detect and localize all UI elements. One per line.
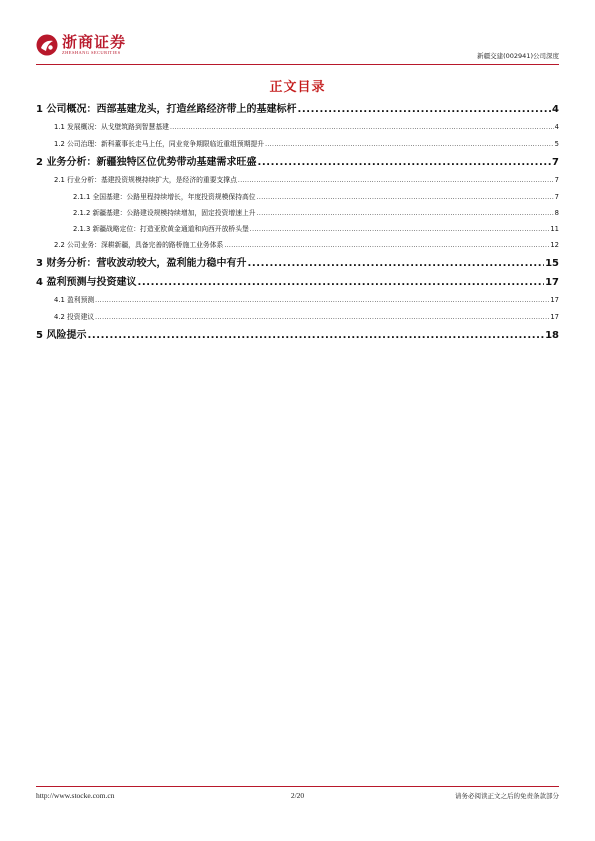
- toc-entry-page: 17: [550, 313, 559, 321]
- toc-entry[interactable]: [36, 292, 559, 309]
- toc-leader-dots: [257, 154, 551, 172]
- toc-leader-dots: [250, 221, 550, 238]
- toc-entry-text: 1.2 公司治理：新科董事长走马上任，同业竞争期限临近重组预期提升: [54, 140, 265, 148]
- toc-leader-dots: [297, 101, 551, 119]
- toc-entry-text: 1.1 发展概况：从戈壁筑路到智慧基建: [54, 123, 169, 131]
- toc-entry[interactable]: [36, 237, 559, 254]
- toc-entry[interactable]: [36, 189, 559, 205]
- footer-divider: [36, 786, 559, 787]
- toc-leader-dots: [238, 172, 554, 189]
- toc-entry[interactable]: [36, 119, 559, 136]
- toc-entry[interactable]: [36, 136, 559, 153]
- toc-entry-page: 7: [554, 193, 559, 201]
- toc-entry-text: 4.1 盈利预测: [54, 296, 95, 304]
- toc-leader-dots: [247, 255, 544, 273]
- toc-title: 正文目录: [269, 80, 326, 95]
- company-logo: [36, 34, 126, 56]
- toc-entry[interactable]: [36, 154, 559, 172]
- toc-entry-page: 4: [552, 104, 559, 115]
- toc-entry-text: 5 风险提示: [36, 330, 87, 341]
- toc-entry-page: 8: [554, 209, 559, 217]
- toc-entry-page: 18: [545, 330, 559, 341]
- toc-entry-text: 3 财务分析：营收波动较大，盈利能力稳中有升: [36, 258, 247, 269]
- toc-entry-text: 4.2 投资建议: [54, 313, 95, 321]
- toc-entry[interactable]: [36, 255, 559, 273]
- report-title: 新疆交建(002941)公司深度: [477, 52, 559, 60]
- toc-entry[interactable]: [36, 205, 559, 221]
- toc-entry-text: 2.1 行业分析：基建投资规模持续扩大，是经济的重要支撑点: [54, 176, 237, 184]
- zheshang-logo-icon: [36, 34, 58, 56]
- toc-entry-page: 12: [550, 241, 559, 249]
- toc-entry-text: 2 业务分析：新疆独特区位优势带动基建需求旺盛: [36, 157, 257, 168]
- toc-leader-dots: [257, 205, 554, 222]
- toc-leader-dots: [95, 309, 549, 326]
- toc-leader-dots: [137, 274, 544, 292]
- toc-entry[interactable]: [36, 274, 559, 292]
- toc-entry[interactable]: [36, 101, 559, 119]
- toc-entry-text: 2.2 公司业务：深耕新疆，具备完善的路桥施工业务体系: [54, 241, 224, 249]
- toc-leader-dots: [257, 189, 554, 206]
- page-footer: [36, 786, 559, 802]
- logo-chinese-name: 浙商证券: [62, 33, 127, 51]
- toc-entry-text: 4 盈利预测与投资建议: [36, 277, 137, 288]
- toc-entry-page: 17: [550, 296, 559, 304]
- toc-leader-dots: [265, 136, 554, 153]
- logo-english-name: ZHESHANG SECURITIES: [62, 50, 121, 55]
- toc-entry-page: 11: [550, 225, 559, 233]
- table-of-contents: [36, 100, 559, 345]
- toc-leader-dots: [87, 327, 544, 345]
- footer-disclaimer: 请务必阅读正文之后的免责条款部分: [455, 792, 559, 800]
- toc-entry[interactable]: [36, 309, 559, 326]
- header-divider: [36, 64, 559, 65]
- toc-leader-dots: [224, 237, 549, 254]
- toc-leader-dots: [170, 119, 554, 136]
- toc-entry[interactable]: [36, 221, 559, 237]
- page-header: [36, 34, 559, 64]
- toc-entry-page: 17: [545, 277, 559, 288]
- toc-entry-page: 4: [554, 123, 559, 131]
- toc-entry[interactable]: [36, 327, 559, 345]
- toc-entry-page: 7: [554, 176, 559, 184]
- footer-website-link[interactable]: http://www.stocke.com.cn: [36, 791, 115, 800]
- page-number: 2/20: [290, 791, 305, 800]
- toc-entry[interactable]: [36, 172, 559, 189]
- toc-entry-page: 5: [554, 140, 559, 148]
- toc-entry-text: 2.1.2 新疆基建：公路建设规模持续增加，固定投资增速上升: [73, 209, 256, 217]
- toc-leader-dots: [95, 292, 549, 309]
- toc-entry-page: 7: [552, 157, 559, 168]
- toc-entry-text: 2.1.1 全国基建：公路里程持续增长，年度投资规模保持高位: [73, 193, 256, 201]
- toc-entry-page: 15: [545, 258, 559, 269]
- toc-entry-text: 1 公司概况：西部基建龙头，打造丝路经济带上的基建标杆: [36, 104, 297, 115]
- toc-entry-text: 2.1.3 新疆战略定位：打造亚欧黄金通道和向西开放桥头堡: [73, 225, 249, 233]
